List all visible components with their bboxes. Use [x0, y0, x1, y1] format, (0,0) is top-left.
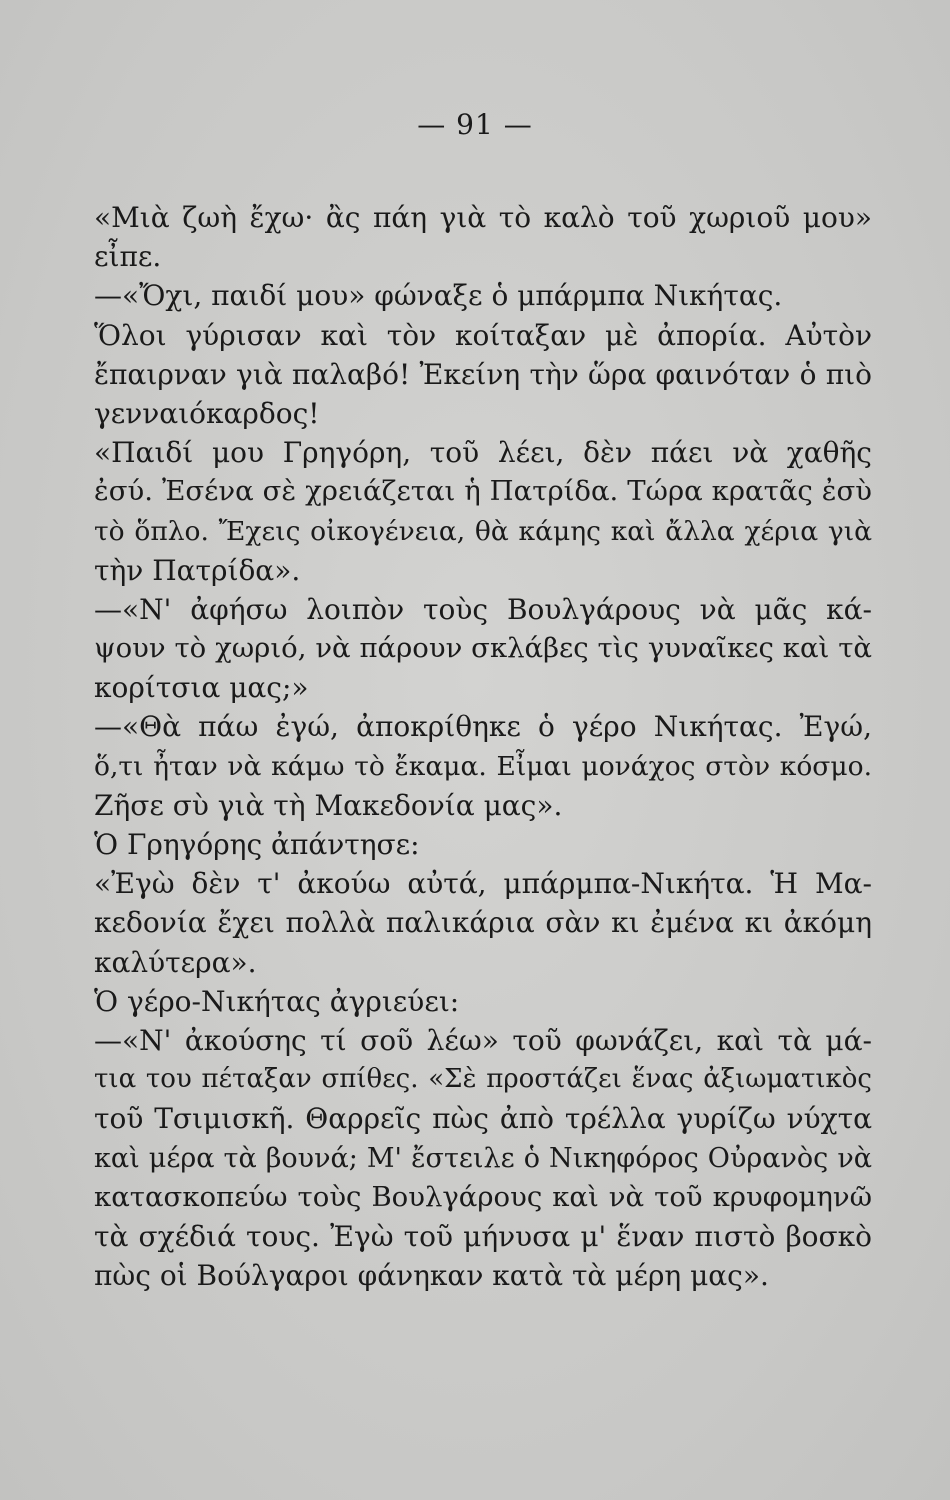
text-line: «Ἐγὼ δὲν τ' ἀκούω αὐτά, μπάρμπα-Νικήτα. Ἡ Μα-	[94, 867, 872, 901]
text-line: τὰ σχέδιά τους. Ἐγὼ τοῦ μήνυσα μ' ἕναν πιστὸ βοσκὸ	[94, 1219, 872, 1253]
text-line: τοῦ Τσιμισκῆ. Θαρρεῖς πὼς ἀπὸ τρέλλα γυρίζω νύχτα	[94, 1102, 872, 1136]
text-line: «Παιδί μου Γρηγόρη, τοῦ λέει, δὲν πάει νὰ χαθῆς	[94, 436, 872, 470]
text-line: τια του πέταξαν σπίθες. «Σὲ προστάζει ἕνας ἀξιωματικὸς	[94, 1064, 872, 1095]
text-line: ὅ,τι ἦταν νὰ κάμω τὸ ἔκαμα. Εἶμαι μονάχος στὸν κόσμο.	[94, 750, 872, 782]
text-line: —«Ν' ἀφήσω λοιπὸν τοὺς Βουλγάρους νὰ μᾶς κά-	[94, 592, 872, 626]
text-line: τὸ ὅπλο. Ἔχεις οἰκογένεια, θὰ κάμης καὶ ἄλλα χέρια γιὰ	[94, 515, 872, 547]
text-line: ἐσύ. Ἐσένα σὲ χρειάζεται ἡ Πατρίδα. Τώρα κρατᾶς ἐσὺ	[94, 475, 872, 508]
text-line: κορίτσια μας;»	[94, 671, 309, 705]
text-line: Ὅλοι γύρισαν καὶ τὸν κοίταξαν μὲ ἀπορία. Αὐτὸν	[94, 318, 872, 352]
text-line: —«Ὄχι, παιδί μου» φώναξε ὁ μπάρμπα Νικήτας.	[94, 279, 783, 313]
text-line: πὼς οἱ Βούλγαροι φάνηκαν κατὰ τὰ μέρη μας».	[94, 1259, 769, 1293]
text-line: καὶ μέρα τὰ βουνά; Μ' ἔστειλε ὁ Νικηφόρος Οὐρανὸς νὰ	[94, 1142, 872, 1174]
text-line: καλύτερα».	[94, 945, 257, 979]
text-line: «Μιὰ ζωὴ ἔχω· ἂς πάη γιὰ τὸ καλὸ τοῦ χωριοῦ μου»	[94, 201, 872, 234]
text-line: τὴν Πατρίδα».	[94, 553, 301, 587]
text-line: γενναιόκαρδος!	[94, 396, 320, 430]
text-line: Ὁ γέρο-Νικήτας ἀγριεύει:	[94, 984, 460, 1018]
text-line: εἶπε.	[94, 240, 162, 274]
text-line: ψουν τὸ χωριό, νὰ πάρουν σκλάβες τὶς γυναῖκες καὶ τὰ	[94, 632, 872, 665]
page-number: — 91 —	[417, 108, 533, 141]
text-line: κατασκοπεύω τοὺς Βουλγάρους καὶ νὰ τοῦ κρυφομηνῶ	[94, 1180, 872, 1213]
text-line: Ζῆσε σὺ γιὰ τὴ Μακεδονία μας».	[94, 788, 563, 822]
text-line: ἔπαιρναν γιὰ παλαβό! Ἐκείνη τὴν ὥρα φαινόταν ὁ πιὸ	[94, 357, 872, 391]
text-line: —«Ν' ἀκούσης τί σοῦ λέω» τοῦ φωνάζει, καὶ τὰ μά-	[94, 1023, 872, 1057]
text-line: κεδονία ἔχει πολλὰ παλικάρια σὰν κι ἐμένα κι ἀκόμη	[94, 906, 872, 940]
body-text	[94, 198, 872, 1295]
text-line: Ὁ Γρηγόρης ἀπάντησε:	[94, 828, 420, 861]
text-line: —«Θὰ πάω ἐγώ, ἀποκρίθηκε ὁ γέρο Νικήτας. Ἐγώ,	[94, 710, 872, 744]
